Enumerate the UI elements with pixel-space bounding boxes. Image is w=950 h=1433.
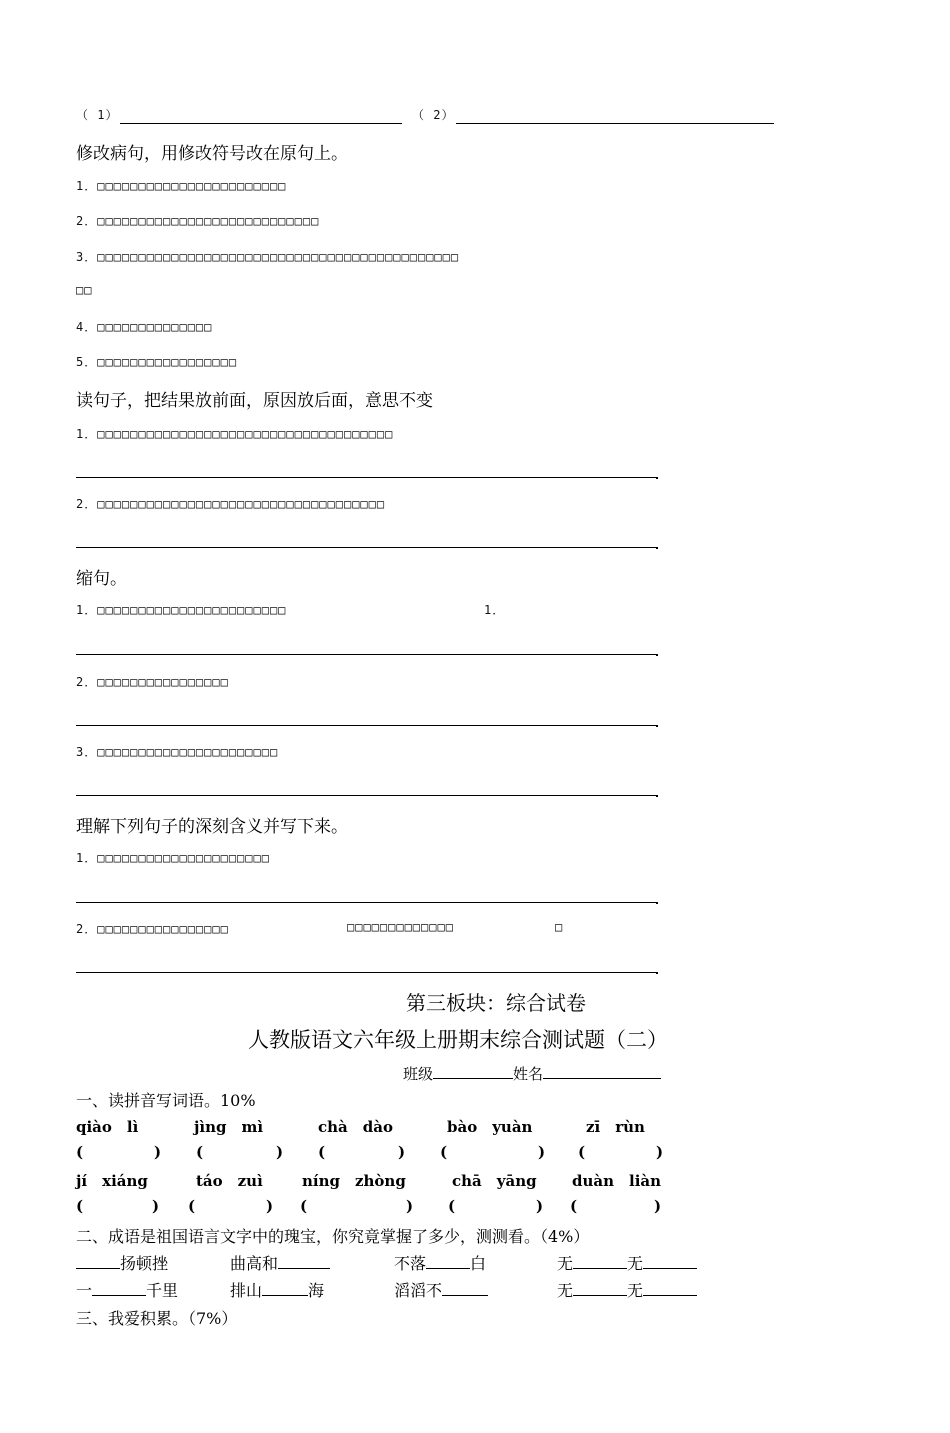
exam-title: 人教版语文六年级上册期末综合测试题（二）	[248, 1028, 668, 1052]
paren-close: )	[538, 1143, 546, 1161]
blank[interactable]	[76, 1254, 120, 1269]
idiom-8: 无 无	[557, 1278, 697, 1301]
section-heading-fix: 修改病句，用修改符号改在原句上。	[76, 144, 348, 164]
fix-item-5: 5．□□□□□□□□□□□□□□□□□	[76, 355, 238, 369]
blank[interactable]	[643, 1254, 697, 1269]
pinyin: bào yuàn	[447, 1118, 533, 1136]
fix-item-2: 2．□□□□□□□□□□□□□□□□□□□□□□□□□□□	[76, 214, 320, 228]
meaning-item-2-mid: □□□□□□□□□□□□□	[347, 920, 454, 934]
answer-line[interactable]	[76, 972, 656, 973]
meaning-item-2-end: □	[555, 920, 564, 934]
fix-item-3-cont: □□	[76, 283, 93, 297]
paren-open: (	[76, 1197, 84, 1215]
blank[interactable]	[573, 1281, 627, 1296]
class-field[interactable]	[433, 1064, 513, 1079]
pinyin: níng zhòng	[302, 1172, 406, 1190]
paren-open: (	[300, 1197, 308, 1215]
paren-open: (	[448, 1197, 456, 1215]
q2-heading: 二、成语是祖国语言文字中的瑰宝，你究竟掌握了多少，测测看。（4%）	[76, 1227, 590, 1246]
paren-open: (	[440, 1143, 448, 1161]
class-label: 班级	[403, 1065, 434, 1083]
reorder-item-1: 1．□□□□□□□□□□□□□□□□□□□□□□□□□□□□□□□□□□□□	[76, 427, 394, 441]
pinyin: táo zuì	[196, 1172, 263, 1190]
idiom-5: 一 千里	[76, 1281, 179, 1300]
answer-line[interactable]	[76, 547, 656, 548]
pinyin: qiào lì	[76, 1118, 139, 1136]
pinyin: jí xiáng	[76, 1172, 148, 1190]
paren-close: )	[398, 1143, 406, 1161]
idiom-4: 无 无	[557, 1251, 697, 1274]
class-name-row	[403, 1063, 661, 1084]
paren-close: )	[656, 1143, 664, 1161]
paren-open: (	[76, 1143, 84, 1161]
pinyin: chā yāng	[452, 1172, 537, 1190]
paren-close: )	[536, 1197, 544, 1215]
answer-label-1: （ 1）	[76, 108, 119, 122]
answer-line[interactable]	[76, 902, 656, 903]
pinyin: zī rùn	[586, 1118, 645, 1136]
answer-line-1[interactable]	[120, 123, 402, 124]
paren-open: (	[196, 1143, 204, 1161]
paren-open: (	[188, 1197, 196, 1215]
blank[interactable]	[442, 1281, 488, 1296]
paren-open: (	[570, 1197, 578, 1215]
answer-line[interactable]	[76, 477, 656, 478]
name-field[interactable]	[543, 1064, 661, 1079]
block-title: 第三板块：综合试卷	[406, 991, 586, 1015]
reorder-item-2: 2．□□□□□□□□□□□□□□□□□□□□□□□□□□□□□□□□□□□	[76, 497, 386, 511]
paren-close: )	[276, 1143, 284, 1161]
fix-item-4: 4．□□□□□□□□□□□□□□	[76, 320, 213, 334]
idiom-2: 曲高和	[230, 1251, 330, 1274]
name-label: 姓名	[513, 1065, 544, 1083]
blank[interactable]	[573, 1254, 627, 1269]
pinyin: jìng mì	[194, 1118, 264, 1136]
idiom-3: 不落 白	[394, 1254, 487, 1273]
meaning-item-2: 2．□□□□□□□□□□□□□□□□	[76, 922, 229, 936]
section-heading-meaning: 理解下列句子的深刻含义并写下来。	[76, 817, 348, 837]
shrink-item-2: 2．□□□□□□□□□□□□□□□□	[76, 675, 229, 689]
answer-label-2: （ 2）	[412, 108, 455, 122]
idiom-7: 滔滔不	[394, 1278, 488, 1301]
blank[interactable]	[643, 1281, 697, 1296]
blank[interactable]	[262, 1281, 308, 1296]
answer-line[interactable]	[76, 795, 656, 796]
paren-close: )	[654, 1197, 662, 1215]
shrink-item-3: 3．□□□□□□□□□□□□□□□□□□□□□□	[76, 745, 279, 759]
section-heading-reorder: 读句子，把结果放前面，原因放后面，意思不变	[76, 391, 433, 411]
blank[interactable]	[278, 1254, 330, 1269]
idiom-1: 扬顿挫	[76, 1251, 168, 1274]
paren-close: )	[154, 1143, 162, 1161]
paren-close: )	[266, 1197, 274, 1215]
paren-close: )	[406, 1197, 414, 1215]
answer-line[interactable]	[76, 725, 656, 726]
paren-open: (	[578, 1143, 586, 1161]
answer-line-2[interactable]	[456, 123, 774, 124]
section-heading-shrink: 缩句。	[76, 569, 127, 589]
pinyin: chà dào	[318, 1118, 393, 1136]
meaning-item-1: 1．□□□□□□□□□□□□□□□□□□□□□	[76, 851, 270, 865]
answer-line[interactable]	[76, 654, 656, 655]
shrink-aside: 1．	[484, 603, 506, 617]
idiom-6: 排山 海	[230, 1281, 325, 1300]
blank[interactable]	[426, 1254, 470, 1269]
paren-open: (	[318, 1143, 326, 1161]
paren-close: )	[152, 1197, 160, 1215]
pinyin: duàn liàn	[572, 1172, 662, 1190]
q3-heading: 三、我爱积累。（7%）	[76, 1309, 238, 1328]
blank[interactable]	[92, 1281, 146, 1296]
fix-item-3: 3．□□□□□□□□□□□□□□□□□□□□□□□□□□□□□□□□□□□□□□□□□□□□	[76, 250, 460, 264]
q1-heading: 一、读拼音写词语。10%	[76, 1091, 256, 1110]
fix-item-1: 1．□□□□□□□□□□□□□□□□□□□□□□□	[76, 179, 287, 193]
shrink-item-1: 1．□□□□□□□□□□□□□□□□□□□□□□□	[76, 603, 287, 617]
